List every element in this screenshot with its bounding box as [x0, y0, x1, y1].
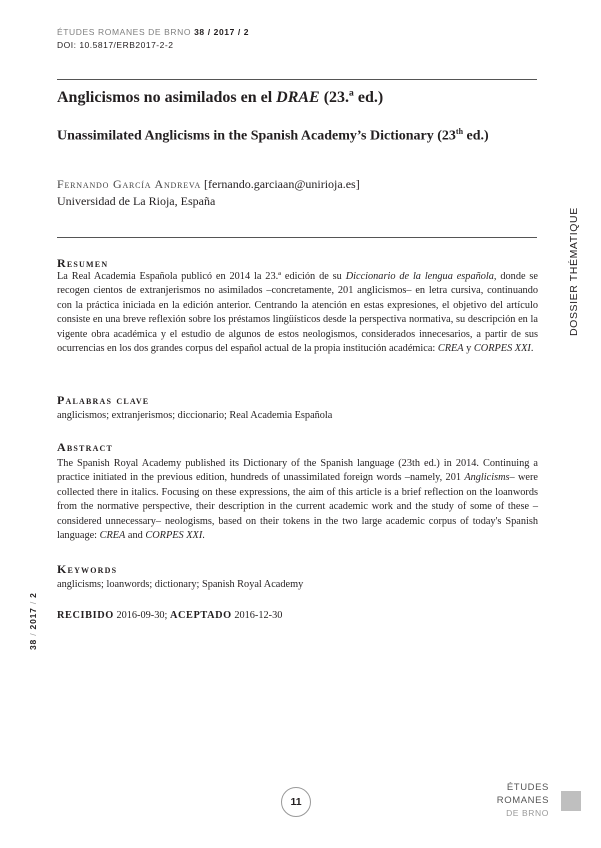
resumen-t1: La Real Academia Española publicó en 2014 la 23.ª edición de su [57, 271, 346, 282]
abstract-heading: Abstract [57, 440, 114, 454]
author-email[interactable]: [fernando.garciaan@unirioja.es] [204, 177, 360, 191]
logo-line1: ÉTUDES [506, 782, 549, 793]
mid-divider [57, 237, 537, 238]
resumen-t2: , donde se recogen cientos de extranjerismos no asimilados –concretamente, 201 anglicismos– en letra cursiva, continuando con la práctica iniciada en la edición anterior. Centrando la atención en estas expresiones, el objetivo del artículo consiste en una breve reflexión sobre los préstamos lingüísticos desde la perspectiva normativa, su descripción en la vigente obra académica y el estudio de algunos de estos neologismos, considerados innecesarios, a partir de sus ocurrencias en los dos grandes corpus del español actual de la propia institución académica: [57, 271, 538, 355]
received-date: 2016-09-30; [113, 610, 170, 621]
title-en-sup: th [455, 127, 464, 136]
logo-line3: DE BRNO [506, 808, 549, 818]
title-es-end: (23.ª ed.) [319, 89, 384, 106]
issue-number: 38 / 2017 / 2 [194, 27, 250, 37]
logo-square-icon [561, 791, 581, 811]
author-name: Fernando García Andreva [57, 177, 202, 191]
resumen-text [57, 270, 538, 356]
keywords-heading: Keywords [57, 562, 118, 576]
palabras-clave-text: anglicismos; extranjerismos; diccionario; Real Academia Española [57, 410, 333, 421]
logo-line2: ROMANES [496, 794, 549, 806]
resumen-i1: Diccionario de la lengua española [345, 271, 494, 282]
accepted-date: 2016-12-30 [231, 610, 283, 621]
doi: DOI: 10.5817/ERB2017-2-2 [57, 40, 174, 50]
received-label: RECIBIDO [57, 610, 114, 621]
page-number: 11 [281, 787, 311, 817]
side-issue-year: 2017 [28, 607, 38, 630]
abstract-i3: CORPES XXI [145, 530, 203, 542]
abstract-i2: CREA [99, 530, 126, 542]
side-issue-number: 2 [28, 592, 38, 598]
resumen-t4: . [530, 343, 534, 355]
abstract-t2: – were collected there in italics. Focusing on these expressions, the aim of this article is a brief reflection on the loanwords from the normative perspective, their description in the current academic work and the study of some of these –considered unnecessary– neologisms, based on their tokens in the two large academic corpus of today's Spanish language: [57, 472, 539, 542]
title-es-main: Anglicismos no asimilados en el [57, 89, 277, 106]
keywords-text: anglicisms; loanwords; dictionary; Spanish Royal Academy [57, 579, 304, 590]
accepted-label: ACEPTADO [169, 610, 232, 621]
title-es-italic: DRAE [276, 89, 320, 106]
journal-suffix: DE BRNO [145, 27, 192, 37]
resumen-heading: Resumen [57, 256, 109, 270]
resumen-i3: CORPES XXI [473, 343, 531, 355]
abstract-t3: and [125, 530, 146, 542]
title-spanish [57, 89, 383, 107]
resumen-i2: CREA [437, 343, 464, 355]
dates-line [57, 610, 282, 621]
side-issue-volume: 38 [28, 638, 38, 650]
abstract-t1: The Spanish Royal Academy published its Dictionary of the Spanish language (23th ed.) in 2014. Continuing a practice initiated in the previous edition, hundreds of unassimilated foreign words –namely, 201 [57, 458, 538, 484]
abstract-t4: . [202, 530, 205, 542]
title-en-main: Unassimilated Anglicisms in the Spanish Academy’s Dictionary (23 [57, 128, 456, 144]
journal-name: ÉTUDES ROMANES [57, 27, 146, 37]
journal-logo [492, 782, 582, 822]
author-affiliation: Universidad de La Rioja, España [57, 194, 216, 208]
journal-header [57, 27, 249, 37]
top-divider [57, 79, 537, 80]
palabras-clave-heading: Palabras clave [57, 393, 150, 407]
title-english [57, 127, 489, 145]
logo-text [497, 782, 549, 820]
side-sep-2: / [28, 597, 38, 608]
title-en-end: ed.) [463, 128, 489, 144]
side-label-dossier: DOSSIER THÉMATIQUE [568, 207, 580, 336]
abstract-i1: Anglicisms [464, 472, 510, 484]
side-label-issue [28, 590, 42, 650]
side-sep-1: / [28, 629, 38, 639]
resumen-t3: y [463, 343, 474, 355]
abstract-text [57, 457, 538, 543]
author-block [57, 176, 360, 210]
